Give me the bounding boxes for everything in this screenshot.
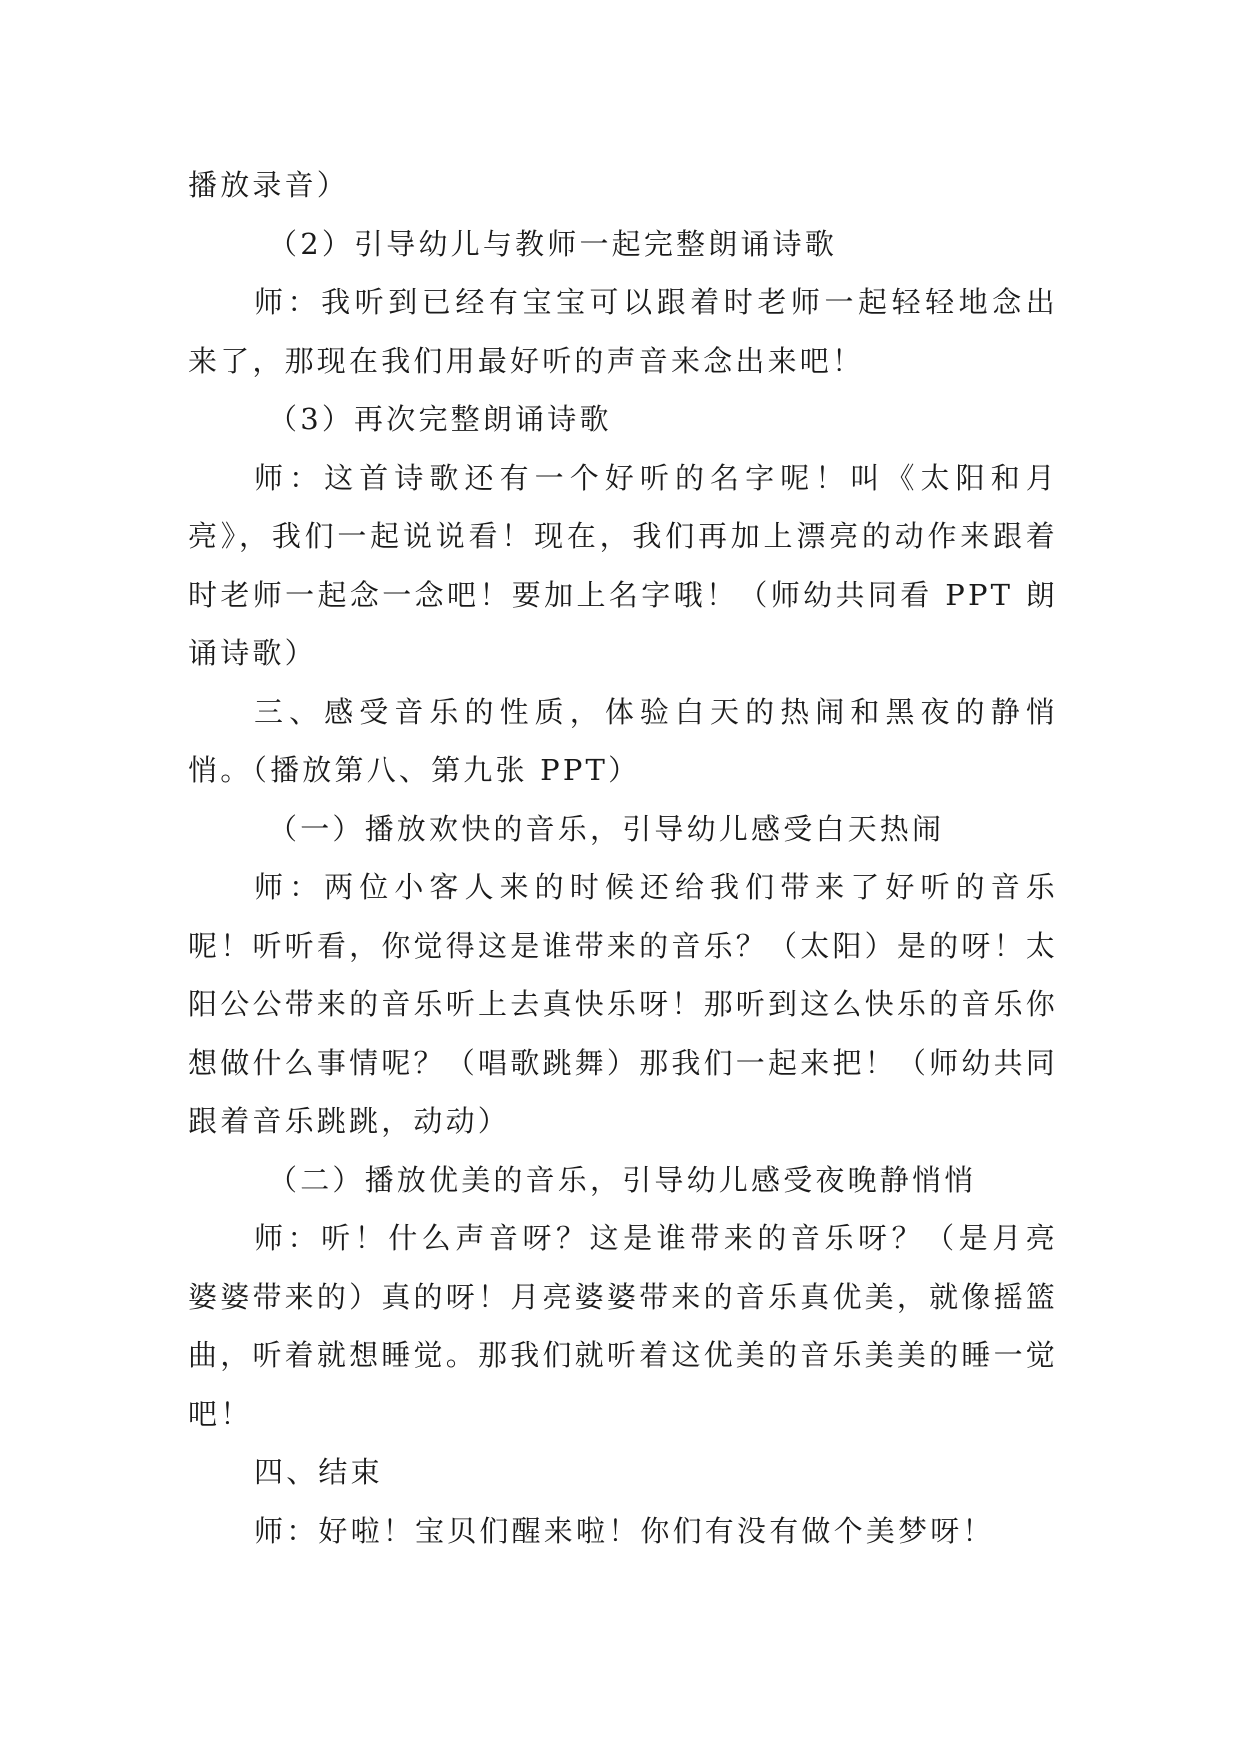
paragraph-part-2: （二）播放优美的音乐，引导幼儿感受夜晚静悄悄 — [268, 1162, 977, 1197]
paragraph-part-1: （一）播放欢快的音乐，引导幼儿感受白天热闹 — [268, 811, 945, 846]
paragraph-teacher-3: 师：两位小客人来的时候还给我们带来了好听的音乐呢！听听看，你觉得这是谁带来的音乐？（太阳）是的呀！太阳公公带来的音乐听上去真快乐呀！那听到这么快乐的音乐你想做什么事情呢？（唱歌跳舞）那我们一起来把！（师幼共同跟着音乐跳跳，动动） — [188, 870, 1058, 1138]
paragraph-playback-note: 播放录音） — [188, 168, 350, 202]
paragraph-step-3: （3）再次完整朗诵诗歌 — [268, 402, 612, 436]
paragraph-teacher-1: 师：我听到已经有宝宝可以跟着时老师一起轻轻地念出来了，那现在我们用最好听的声音来念出来吧！ — [188, 285, 1058, 378]
paragraph-section-4: 四、结束 — [254, 1455, 383, 1489]
paragraph-section-3: 三、感受音乐的性质，体验白天的热闹和黑夜的静悄悄。（播放第八、第九张 PPT） — [188, 694, 1058, 787]
paragraph-teacher-4: 师：听！什么声音呀？这是谁带来的音乐呀？（是月亮婆婆带来的）真的呀！月亮婆婆带来的音乐真优美，就像摇篮曲，听着就想睡觉。那我们就听着这优美的音乐美美的睡一觉吧！ — [188, 1221, 1058, 1431]
paragraph-step-2: （2）引导幼儿与教师一起完整朗诵诗歌 — [268, 226, 838, 261]
paragraph-teacher-5: 师：好啦！宝贝们醒来啦！你们有没有做个美梦呀！ — [254, 1513, 995, 1548]
paragraph-teacher-2: 师：这首诗歌还有一个好听的名字呢！叫《太阳和月亮》，我们一起说说看！现在，我们再加上漂亮的动作来跟着时老师一起念一念吧！要加上名字哦！（师幼共同看 PPT 朗诵诗歌） — [188, 460, 1058, 670]
document-body — [188, 156, 1058, 1560]
